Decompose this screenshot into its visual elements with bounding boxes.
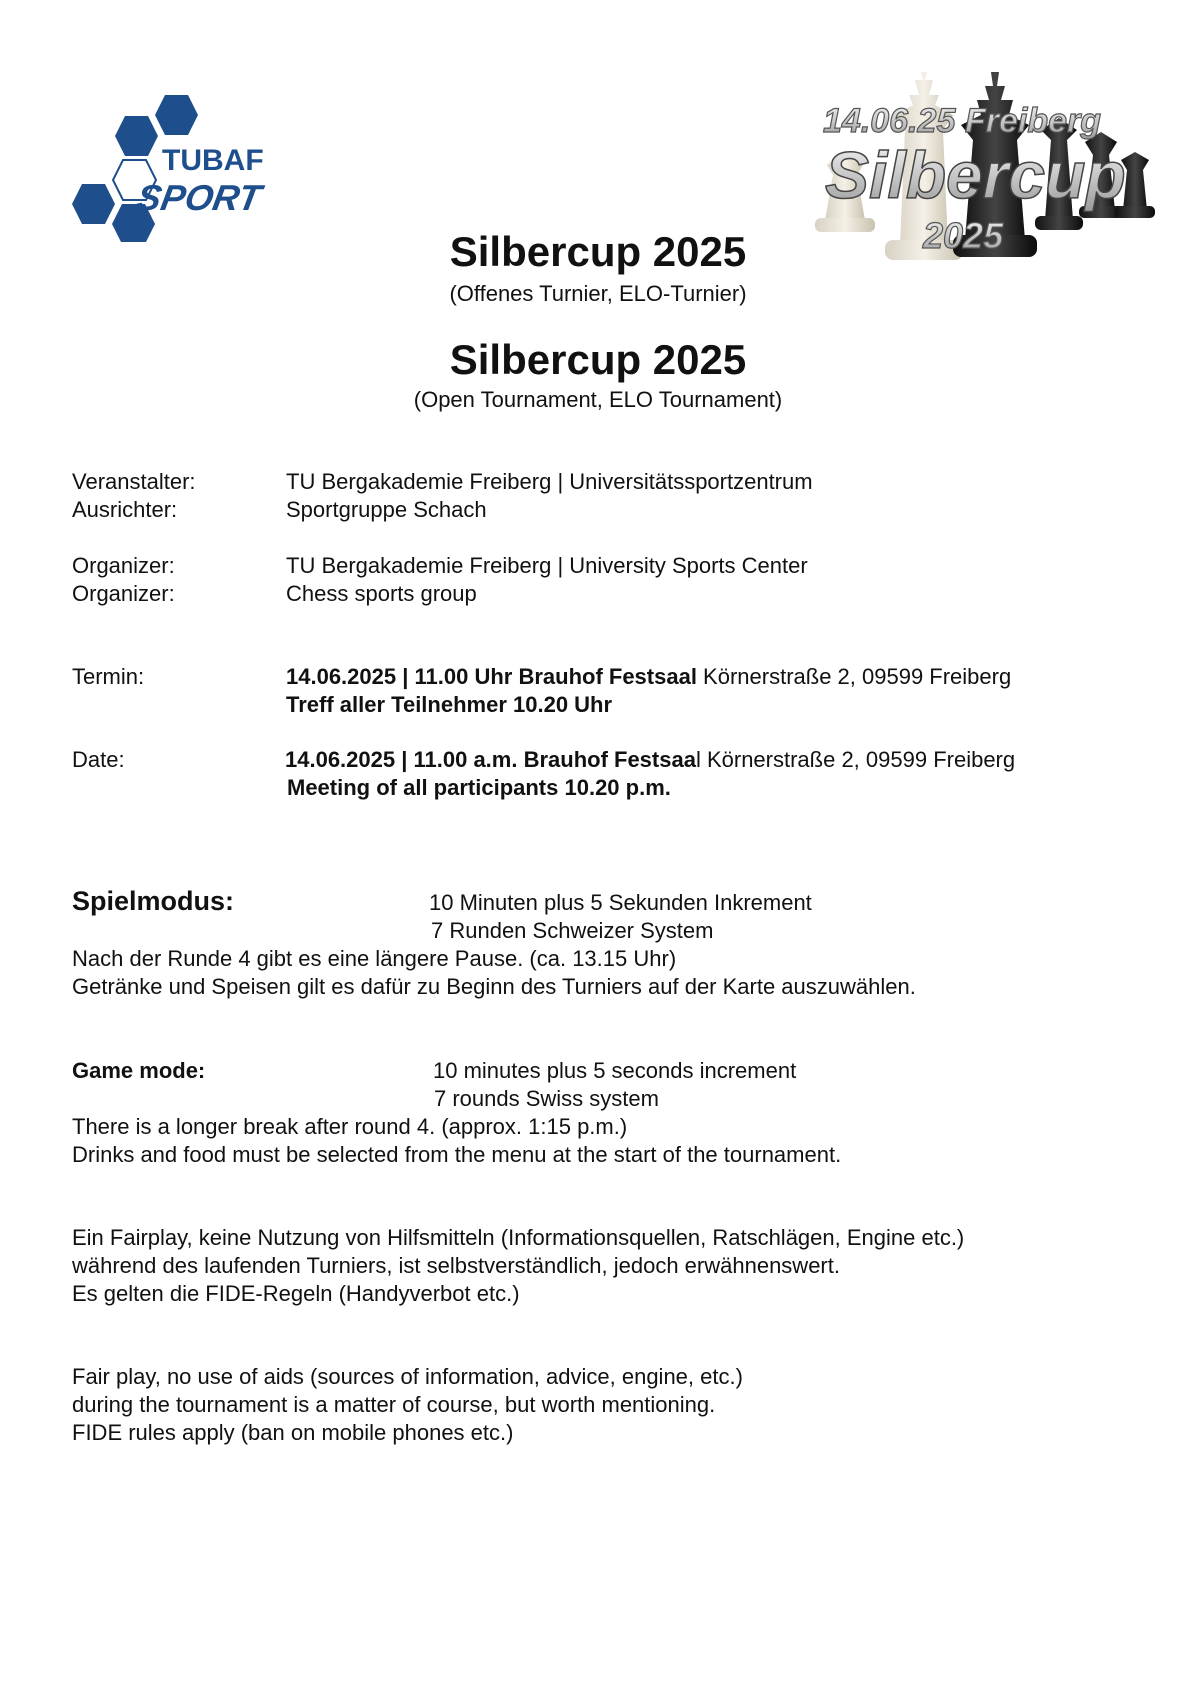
logo-name-text: Silbercup — [825, 138, 1126, 212]
spielmodus-food: Getränke und Speisen gilt es dafür zu Beginn des Turniers auf der Karte auszuwählen. — [72, 974, 916, 999]
date-label: Date: — [72, 747, 125, 772]
date-line — [285, 746, 1015, 774]
veranstalter-value: TU Bergakademie Freiberg | Universitätssportzentrum — [286, 469, 813, 494]
fairplay-en-line1: Fair play, no use of aids (sources of information, advice, engine, etc.) — [72, 1364, 743, 1389]
logo-date-text: 14.06.25 — [823, 102, 956, 140]
date-time-venue: 14.06.2025 | 11.00 a.m. Brauhof Festsaa — [285, 747, 696, 772]
spielmodus-heading: Spielmodus: — [72, 886, 235, 916]
date-address: l Körnerstraße 2, 09599 Freiberg — [695, 747, 1016, 772]
spielmodus-system: 7 Runden Schweizer System — [431, 918, 714, 943]
logo-text-sport: SPORT — [133, 177, 265, 218]
ausrichter-value: Sportgruppe Schach — [286, 497, 487, 522]
gamemode-break: There is a longer break after round 4. (approx. 1:15 p.m.) — [72, 1114, 628, 1139]
termin-address: Körnerstraße 2, 09599 Freiberg — [696, 664, 1012, 689]
spielmodus-break: Nach der Runde 4 gibt es eine längere Pause. (ca. 13.15 Uhr) — [72, 946, 677, 971]
logo-year-text: 2025 — [923, 215, 1004, 256]
hexagon-logo-icon — [70, 92, 390, 242]
fairplay-de-line2: während des laufenden Turniers, ist selbstverständlich, jedoch erwähnenswert. — [72, 1253, 840, 1278]
logo-city-text: Freiberg — [965, 102, 1102, 140]
gamemode-system: 7 rounds Swiss system — [434, 1086, 659, 1111]
organizer-value: TU Bergakademie Freiberg | University Sports Center — [286, 553, 808, 578]
date-meeting: Meeting of all participants 10.20 p.m. — [287, 775, 671, 800]
organizer-label: Organizer: — [72, 581, 175, 606]
gamemode-heading: Game mode: — [72, 1058, 206, 1083]
organizer-label: Organizer: — [72, 553, 175, 578]
veranstalter-label: Veranstalter: — [72, 469, 196, 494]
gamemode-food: Drinks and food must be selected from the menu at the start of the tournament. — [72, 1142, 842, 1167]
fairplay-de-line1: Ein Fairplay, keine Nutzung von Hilfsmitteln (Informationsquellen, Ratschlägen, Engine etc.) — [72, 1225, 965, 1250]
subtitle-german: (Offenes Turnier, ELO-Turnier) — [449, 281, 747, 306]
fairplay-en-line2: during the tournament is a matter of course, but worth mentioning. — [72, 1392, 716, 1417]
ausrichter-label: Ausrichter: — [72, 497, 178, 522]
termin-meeting: Treff aller Teilnehmer 10.20 Uhr — [286, 692, 613, 717]
subtitle-english: (Open Tournament, ELO Tournament) — [413, 387, 783, 412]
organizer-value: Chess sports group — [286, 581, 477, 606]
tubaf-sport-logo — [70, 92, 390, 242]
fairplay-en-line3: FIDE rules apply (ban on mobile phones etc.) — [72, 1420, 514, 1445]
termin-date-venue: 14.06.2025 | 11.00 Uhr Brauhof Festsaal — [286, 664, 697, 689]
termin-label: Termin: — [72, 664, 145, 689]
title-german: Silbercup 2025 — [449, 228, 747, 275]
spielmodus-time-control: 10 Minuten plus 5 Sekunden Inkrement — [429, 890, 812, 915]
title-english: Silbercup 2025 — [449, 336, 747, 383]
termin-line — [286, 663, 1011, 691]
fairplay-de-line3: Es gelten die FIDE-Regeln (Handyverbot etc.) — [72, 1281, 520, 1306]
gamemode-time-control: 10 minutes plus 5 seconds increment — [433, 1058, 797, 1083]
logo-text-tubaf: TUBAF — [162, 144, 264, 177]
